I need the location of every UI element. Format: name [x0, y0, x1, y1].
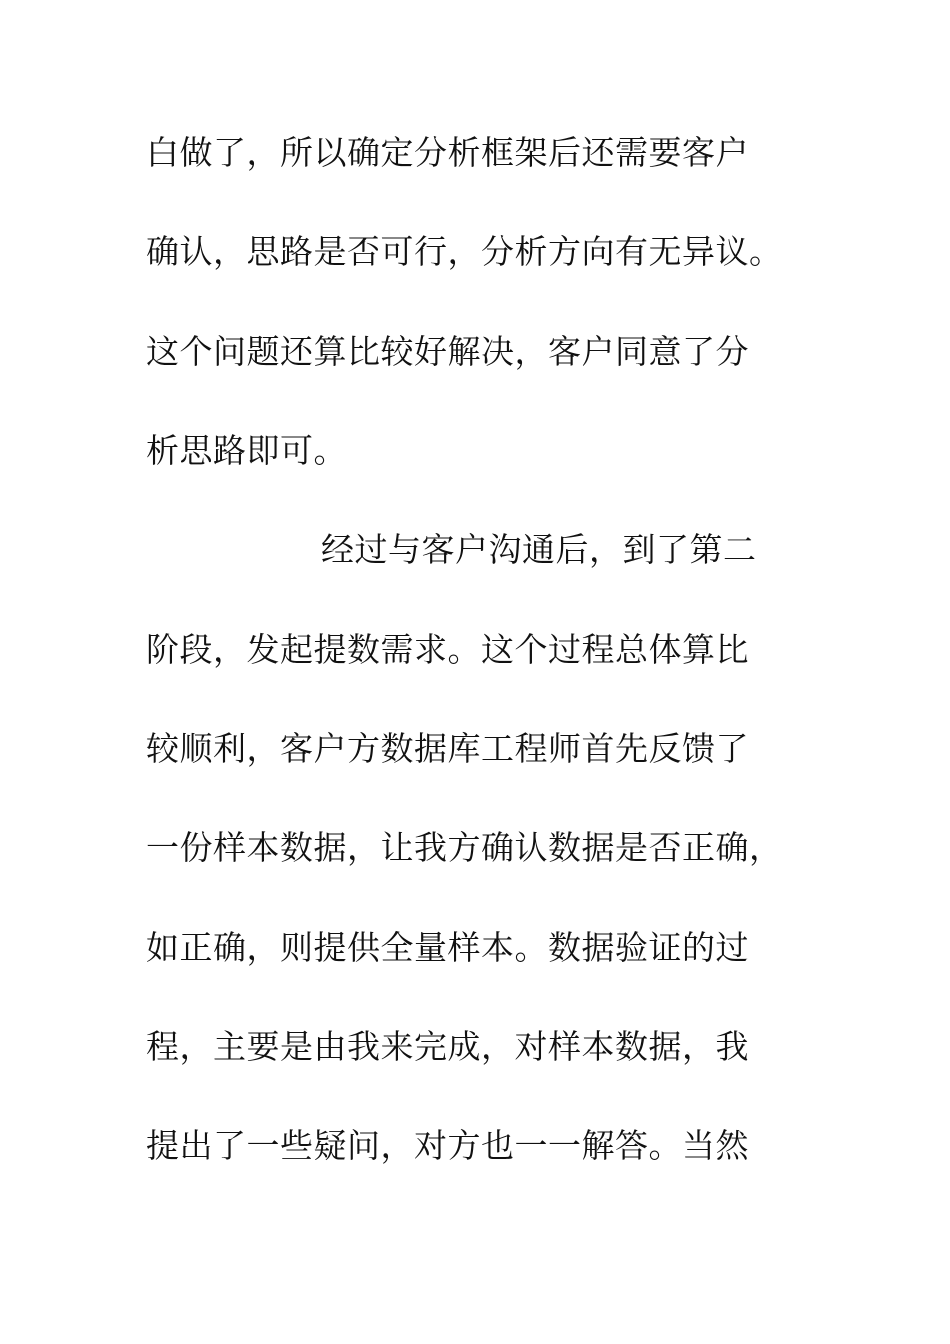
text-line: 这个问题还算比较好解决，客户同意了分	[146, 332, 749, 371]
text-line: 提出了一些疑问，对方也一一解答。当然	[146, 1126, 749, 1165]
text-line: 如正确，则提供全量样本。数据验证的过	[146, 928, 749, 967]
text-line: 析思路即可。	[146, 431, 347, 470]
paragraph-first-line: 经过与客户沟通后，到了第二	[321, 530, 757, 569]
text-line: 程，主要是由我来完成，对样本数据，我	[146, 1027, 749, 1066]
text-line: 确认，思路是否可行，分析方向有无异议。	[146, 232, 783, 271]
text-line: 阶段，发起提数需求。这个过程总体算比	[146, 630, 749, 669]
text-line: 白做了，所以确定分析框架后还需要客户	[146, 133, 749, 172]
text-line: 一份样本数据，让我方确认数据是否正确，	[146, 828, 783, 867]
text-line: 较顺利，客户方数据库工程师首先反馈了	[146, 729, 749, 768]
